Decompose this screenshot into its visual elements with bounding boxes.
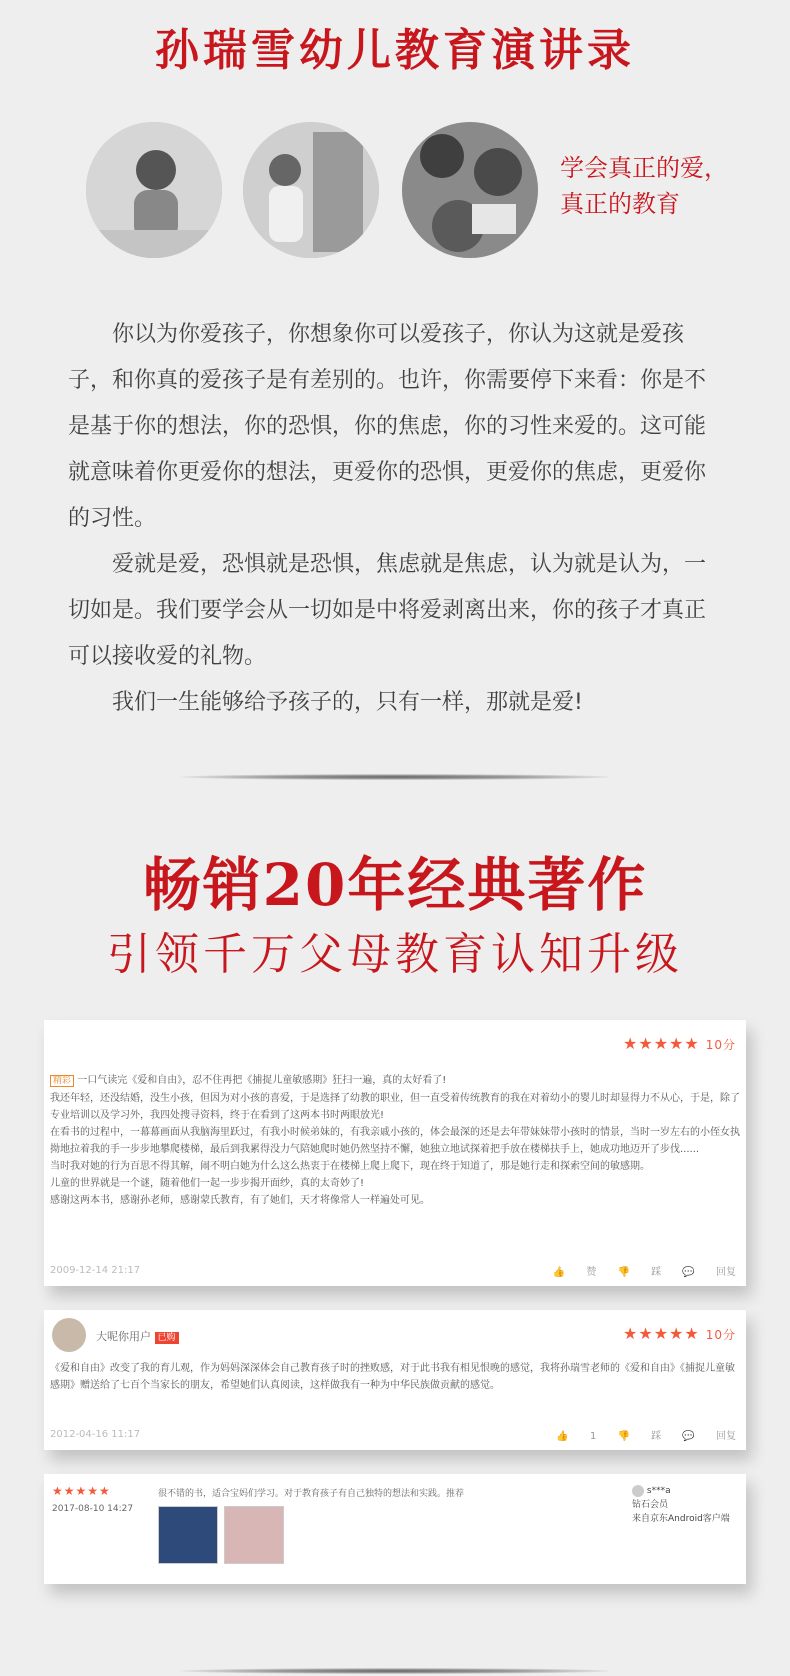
review-text: 《爱和自由》改变了我的育儿观，作为妈妈深深体会自己教育孩子时的挫败感，对于此书我有相见恨晚的感觉，我将孙瑞雪老师的《爱和自由》《捕捉儿童敏感期》赠送给了七百个当家长的朋友，希望她们认真阅读，这样做我有一种为中华民族做贡献的感觉。	[50, 1363, 735, 1391]
review-line: 当时我对她的行为百思不得其解，闹不明白她为什么这么热衷于在楼梯上爬上爬下，现在终于知道了，那是她行走和探索空间的敏感期。	[50, 1161, 650, 1172]
review-username: 大呢你用户	[96, 1330, 151, 1343]
section-divider	[180, 774, 610, 780]
review-actions	[538, 1427, 736, 1442]
review-line: 儿童的世界就是一个谜，随着他们一起一步步揭开面纱，真的太奇妙了!	[50, 1178, 365, 1189]
review-actions	[535, 1263, 736, 1278]
review-date: 2009-12-14 21:17	[50, 1265, 141, 1276]
section-divider	[180, 1668, 610, 1674]
like-button[interactable]: 👍 1	[556, 1431, 597, 1442]
purchased-badge: 已购	[155, 1332, 179, 1344]
review-text: 很不错的书，适合宝妈们学习。对于教育孩子有自己独特的想法和实践。推荐	[158, 1489, 465, 1499]
avatar	[632, 1485, 644, 1497]
promo-subline: 引领千万父母教育认知升级	[107, 929, 683, 980]
review-score: 10分	[705, 1038, 736, 1052]
like-button[interactable]: 👍 赞	[552, 1267, 597, 1278]
review-score: 10分	[705, 1328, 736, 1342]
review-tag: 精彩	[50, 1075, 74, 1087]
review-rating	[623, 1324, 736, 1343]
essay-paragraph-3: 我们一生能够给予孩子的，只有一样，那就是爱!	[112, 690, 583, 715]
star-rating-icon: ★★★★★	[623, 1324, 700, 1343]
child-photo-1	[86, 122, 222, 258]
dislike-button[interactable]: 👎 踩	[617, 1267, 662, 1278]
member-level: 钻石会员	[632, 1500, 669, 1510]
reply-button[interactable]: 💬 回复	[682, 1267, 736, 1278]
reviewer-info	[632, 1484, 730, 1526]
review-image-book[interactable]	[158, 1506, 218, 1564]
tagline	[560, 150, 728, 222]
review-username: s***a	[646, 1486, 671, 1496]
dislike-button[interactable]: 👎 踩	[617, 1431, 662, 1442]
review-date: 2012-04-16 11:17	[50, 1429, 141, 1440]
page-title: 孙瑞雪幼儿教育演讲录	[155, 25, 635, 76]
star-rating-icon: ★★★★★	[52, 1484, 111, 1498]
review-text	[50, 1072, 740, 1209]
review-image-child[interactable]	[224, 1506, 284, 1564]
child-photo-3	[402, 122, 538, 258]
review-line: 一口气读完《爱和自由》，忍不住再把《捕捉儿童敏感期》狂扫一遍，真的太好看了!	[77, 1075, 447, 1086]
tagline-line-1: 学会真正的爱，	[560, 154, 728, 182]
review-user	[96, 1328, 179, 1344]
essay-paragraph-1: 你以为你爱孩子，你想象你可以爱孩子，你认为这就是爱孩子，和你真的爱孩子是有差别的。也许，你需要停下来看：你是不是基于你的想法，你的恐惧，你的焦虑，你的习性来爱的。这可能就意味着你更爱你的想法，更爱你的恐惧，更爱你的焦虑，更爱你的习性。	[68, 322, 707, 531]
review-source: 来自京东Android客户端	[632, 1514, 730, 1524]
child-photo-2	[243, 122, 379, 258]
avatar	[52, 1318, 86, 1352]
reply-button[interactable]: 💬 回复	[682, 1431, 736, 1442]
star-rating-icon: ★★★★★	[623, 1034, 700, 1053]
review-line: 我还年轻，还没结婚，没生小孩，但因为对小孩的喜爱，于是选择了幼教的职业，但一直受着传统教育的我在对着幼小的婴儿时却显得力不从心，于是，除了专业培训以及学习外，我四处搜寻资料，终于在看到了这两本书时两眼放光!	[50, 1093, 740, 1121]
promo-headline: 畅销20年经典著作	[142, 851, 648, 919]
review-line: 在看书的过程中，一幕幕画面从我脑海里跃过，有我小时候弟妹的，有我亲戚小孩的，体会最深的还是去年带妹妹带小孩时的情景，当时一岁左右的小侄女执拗地拉着我的手一步步地攀爬楼梯，最后到我累得没力气陪她爬时她仍然坚持不懈，她独立地试探着把手放在楼梯扶手上，她成功地迈开了步伐......	[50, 1127, 740, 1155]
review-rating	[623, 1034, 736, 1053]
review-card-1	[44, 1020, 746, 1286]
review-line: 感谢这两本书，感谢孙老师，感谢蒙氏教育，有了她们，天才将像常人一样遍处可见。	[50, 1195, 430, 1206]
review-card-3	[44, 1474, 746, 1584]
essay-paragraph-2: 爱就是爱，恐惧就是恐惧，焦虑就是焦虑，认为就是认为，一切如是。我们要学会从一切如是中将爱剥离出来，你的孩子才真正可以接收爱的礼物。	[68, 552, 707, 669]
review-card-2	[44, 1310, 746, 1450]
review-date: 2017-08-10 14:27	[52, 1504, 134, 1514]
tagline-line-2: 真正的教育	[560, 190, 680, 218]
essay-body	[68, 312, 724, 726]
